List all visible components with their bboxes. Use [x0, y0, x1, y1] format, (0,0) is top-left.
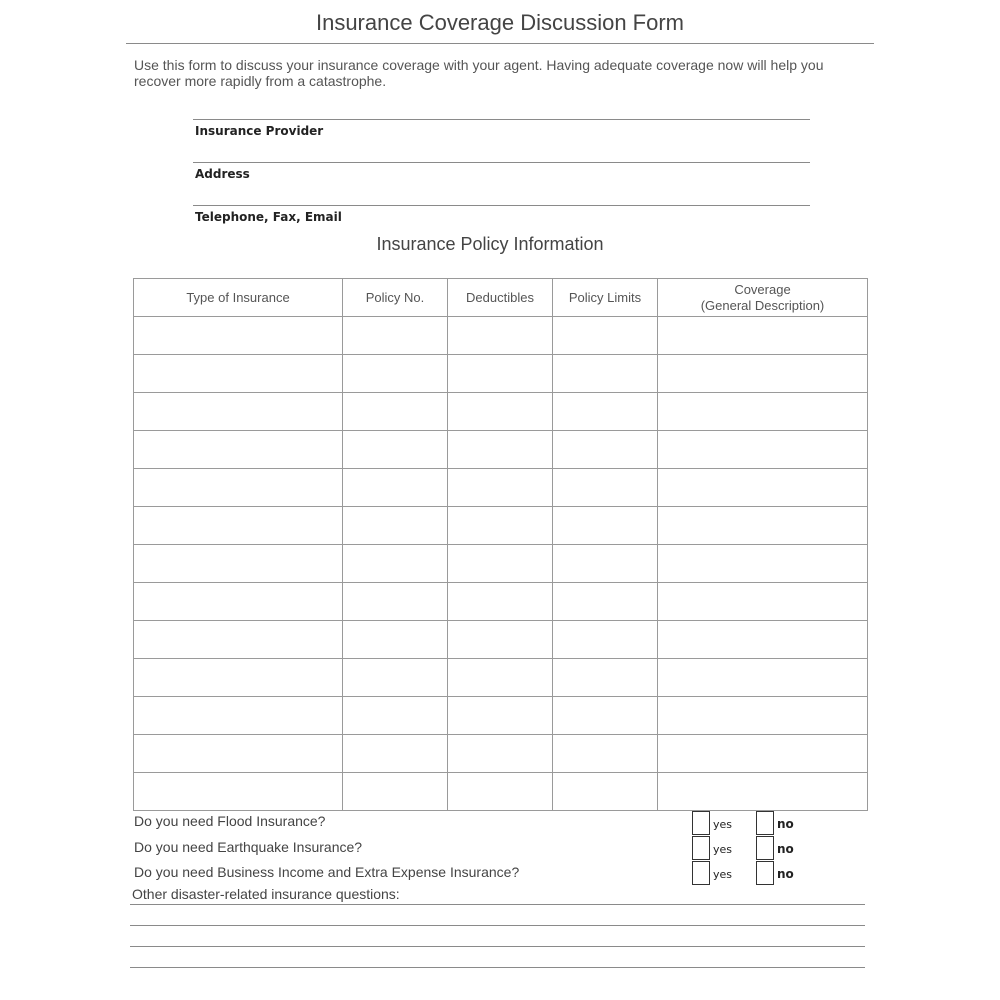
table-cell[interactable]: [134, 621, 343, 659]
table-cell[interactable]: [658, 469, 868, 507]
table-row: [134, 355, 868, 393]
column-header: Policy No.: [343, 279, 448, 317]
table-row: [134, 507, 868, 545]
table-cell[interactable]: [343, 697, 448, 735]
table-cell[interactable]: [448, 583, 553, 621]
table-cell[interactable]: [658, 659, 868, 697]
address-field-line[interactable]: [193, 162, 810, 163]
other-answer-line[interactable]: [130, 946, 865, 947]
table-cell[interactable]: [134, 355, 343, 393]
earthquake-yes-label: yes: [713, 843, 733, 856]
contact-field-line[interactable]: [193, 205, 810, 206]
table-cell[interactable]: [343, 545, 448, 583]
table-cell[interactable]: [553, 621, 658, 659]
table-cell[interactable]: [134, 659, 343, 697]
table-cell[interactable]: [448, 317, 553, 355]
table-cell[interactable]: [134, 431, 343, 469]
policy-table: [133, 278, 868, 811]
table-cell[interactable]: [553, 735, 658, 773]
table-row: [134, 773, 868, 811]
business-income-question: Do you need Business Income and Extra Expense Insurance?: [134, 864, 520, 880]
table-cell[interactable]: [134, 317, 343, 355]
table-cell[interactable]: [448, 507, 553, 545]
table-cell[interactable]: [448, 773, 553, 811]
table-cell[interactable]: [553, 773, 658, 811]
title-divider: [126, 43, 874, 44]
form-intro: Use this form to discuss your insurance coverage with your agent. Having adequate coverage now will help you recover more rapidly from a catastrophe.: [134, 57, 824, 89]
earthquake-question: Do you need Earthquake Insurance?: [134, 839, 363, 855]
table-cell[interactable]: [553, 659, 658, 697]
flood-yes-label: yes: [713, 818, 733, 831]
table-cell[interactable]: [343, 621, 448, 659]
table-cell[interactable]: [448, 659, 553, 697]
flood-yes-checkbox[interactable]: [692, 811, 710, 835]
table-cell[interactable]: [343, 773, 448, 811]
table-cell[interactable]: [134, 469, 343, 507]
table-cell[interactable]: [134, 773, 343, 811]
table-cell[interactable]: [658, 583, 868, 621]
column-header: Deductibles: [448, 279, 553, 317]
table-cell[interactable]: [343, 431, 448, 469]
table-cell[interactable]: [553, 583, 658, 621]
table-cell[interactable]: [658, 773, 868, 811]
table-row: [134, 697, 868, 735]
table-row: [134, 621, 868, 659]
flood-question: Do you need Flood Insurance?: [134, 813, 326, 829]
table-cell[interactable]: [343, 393, 448, 431]
provider-field-label: Insurance Provider: [195, 124, 324, 138]
table-cell[interactable]: [553, 355, 658, 393]
table-cell[interactable]: [448, 469, 553, 507]
business-income-yes-label: yes: [713, 868, 733, 881]
provider-field-line[interactable]: [193, 119, 810, 120]
table-cell[interactable]: [134, 735, 343, 773]
table-cell[interactable]: [658, 507, 868, 545]
table-cell[interactable]: [553, 431, 658, 469]
table-cell[interactable]: [448, 545, 553, 583]
table-cell[interactable]: [343, 355, 448, 393]
table-cell[interactable]: [553, 393, 658, 431]
table-cell[interactable]: [658, 621, 868, 659]
table-row: [134, 659, 868, 697]
table-cell[interactable]: [343, 507, 448, 545]
earthquake-no-checkbox[interactable]: [756, 836, 774, 860]
table-cell[interactable]: [553, 469, 658, 507]
flood-no-label: no: [777, 817, 794, 831]
table-cell[interactable]: [343, 317, 448, 355]
flood-no-checkbox[interactable]: [756, 811, 774, 835]
table-cell[interactable]: [134, 583, 343, 621]
other-answer-line[interactable]: [130, 925, 865, 926]
section-title: Insurance Policy Information: [376, 234, 604, 254]
table-cell[interactable]: [658, 355, 868, 393]
table-row: [134, 393, 868, 431]
other-answer-line[interactable]: [130, 904, 865, 905]
table-cell[interactable]: [448, 621, 553, 659]
table-row: [134, 431, 868, 469]
column-header: Policy Limits: [553, 279, 658, 317]
earthquake-no-label: no: [777, 842, 794, 856]
table-cell[interactable]: [658, 317, 868, 355]
business-income-no-checkbox[interactable]: [756, 861, 774, 885]
table-cell[interactable]: [448, 697, 553, 735]
table-cell[interactable]: [343, 735, 448, 773]
table-cell[interactable]: [553, 545, 658, 583]
table-cell[interactable]: [448, 735, 553, 773]
contact-field-label: Telephone, Fax, Email: [195, 210, 342, 224]
table-cell[interactable]: [448, 393, 553, 431]
table-row: [134, 317, 868, 355]
table-cell[interactable]: [553, 697, 658, 735]
earthquake-yes-checkbox[interactable]: [692, 836, 710, 860]
table-cell[interactable]: [448, 431, 553, 469]
table-cell[interactable]: [134, 697, 343, 735]
table-row: [134, 583, 868, 621]
table-cell[interactable]: [658, 431, 868, 469]
other-answer-line[interactable]: [130, 967, 865, 968]
business-income-yes-checkbox[interactable]: [692, 861, 710, 885]
address-field-label: Address: [195, 167, 250, 181]
table-cell[interactable]: [343, 583, 448, 621]
table-cell[interactable]: [343, 469, 448, 507]
business-income-no-label: no: [777, 867, 794, 881]
table-cell[interactable]: [658, 697, 868, 735]
form-title: Insurance Coverage Discussion Form: [315, 10, 685, 35]
table-cell[interactable]: [658, 393, 868, 431]
table-header-row: [134, 279, 868, 317]
table-row: [134, 735, 868, 773]
table-cell[interactable]: [658, 735, 868, 773]
column-header: Type of Insurance: [134, 279, 343, 317]
table-row: [134, 545, 868, 583]
table-cell[interactable]: [134, 507, 343, 545]
table-cell[interactable]: [553, 317, 658, 355]
table-cell[interactable]: [448, 355, 553, 393]
other-questions-label: Other disaster-related insurance questions:: [132, 886, 400, 902]
column-header: Coverage (General Description): [658, 279, 868, 317]
table-cell[interactable]: [658, 545, 868, 583]
table-cell[interactable]: [134, 545, 343, 583]
table-cell[interactable]: [134, 393, 343, 431]
table-cell[interactable]: [343, 659, 448, 697]
table-cell[interactable]: [553, 507, 658, 545]
table-row: [134, 469, 868, 507]
